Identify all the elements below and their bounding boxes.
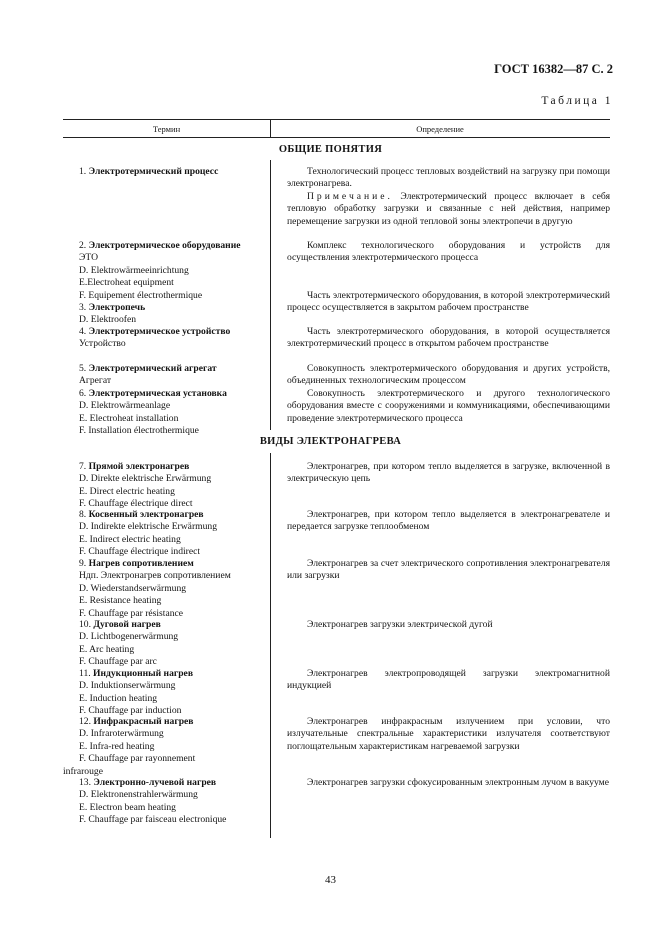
term-name: Электротермическое устройство bbox=[88, 326, 231, 337]
term-name: Электротермическое оборудование bbox=[88, 240, 241, 251]
section-title-types: ВИДЫ ЭЛЕКТРОНАГРЕВА bbox=[259, 436, 402, 447]
definition: Электронагрев инфракрасным излучением при условии, что излучательные спектральные характеристики излучателя соответствуют поглощательным характеристикам нагреваемой загрузки bbox=[287, 716, 610, 752]
definition: Часть электротермического оборудования, в которой осуществляется электротермический процесс в открытом рабочем пространстве bbox=[287, 326, 610, 350]
note-label: Примечание. bbox=[307, 190, 393, 202]
definition: Электронагрев за счет электрического сопротивления электронагревателя или загрузки bbox=[287, 558, 610, 582]
term-name: Электротермический процесс bbox=[88, 166, 219, 177]
table-top-rule bbox=[63, 119, 610, 120]
term-name: Электронно-лучевой нагрев bbox=[93, 777, 217, 788]
term-name: Индукционный нагрев bbox=[93, 668, 193, 679]
definition: Электронагрев электропроводящей загрузки электромагнитной индукцией bbox=[287, 668, 610, 692]
term-name: Нагрев сопротивлением bbox=[88, 558, 194, 569]
definition: Совокупность электротермического оборудования и других устройств, объединенных технологическим процессом bbox=[287, 363, 610, 387]
term-name: Электротермический агрегат bbox=[88, 363, 217, 374]
table-header-rule bbox=[63, 137, 610, 138]
definition: Комплекс технологического оборудования и устройств для осуществления электротермического процесса bbox=[287, 240, 610, 264]
definition: Часть электротермического оборудования, в которой электротермический процесс осуществляется в закрытом рабочем пространстве bbox=[287, 290, 610, 314]
term-name: Прямой электронагрев bbox=[88, 461, 190, 472]
definition: Технологический процесс тепловых воздействий на загрузку при помощи электронагрева. bbox=[287, 166, 610, 190]
definition: Совокупность электротермического и другого технологического оборудования вместе с сооружениями и коммуникациями, обеспечивающими проведение электротермического процесса bbox=[287, 388, 610, 424]
column-header-term: Термин bbox=[152, 124, 181, 134]
term-name: Электротермическая установка bbox=[88, 388, 227, 399]
table-label: Таблица 1 bbox=[541, 95, 613, 107]
page-number: 43 bbox=[325, 874, 336, 886]
column-header-definition: Определение bbox=[416, 124, 464, 134]
term-name: Электропечь bbox=[88, 302, 146, 313]
term-name: Дуговой нагрев bbox=[93, 619, 161, 630]
term-name: Инфракрасный нагрев bbox=[93, 716, 194, 727]
definition: Электронагрев, при котором тепло выделяется в загрузке, включенной в электрическую цепь bbox=[287, 461, 610, 485]
header-column-divider bbox=[270, 119, 271, 138]
term-name: Косвенный электронагрев bbox=[88, 509, 204, 520]
note-text: Электротермический процесс включает в себя тепловую обработку загрузки и связанные с ней действия, например перемещение загрузки из одной тепловой зоны электропечи в другую bbox=[287, 190, 610, 227]
definition: Электронагрев, при котором тепло выделяется в электронагревателе и передается загрузке теплообменом bbox=[287, 509, 610, 533]
definition: Электронагрев загрузки сфокусированным электронным лучом в вакууме bbox=[307, 777, 609, 788]
section-title-general: ОБЩИЕ ПОНЯТИЯ bbox=[278, 144, 383, 155]
standard-header: ГОСТ 16382—87 С. 2 bbox=[494, 62, 613, 76]
definition: Электронагрев загрузки электрической дугой bbox=[307, 619, 493, 630]
